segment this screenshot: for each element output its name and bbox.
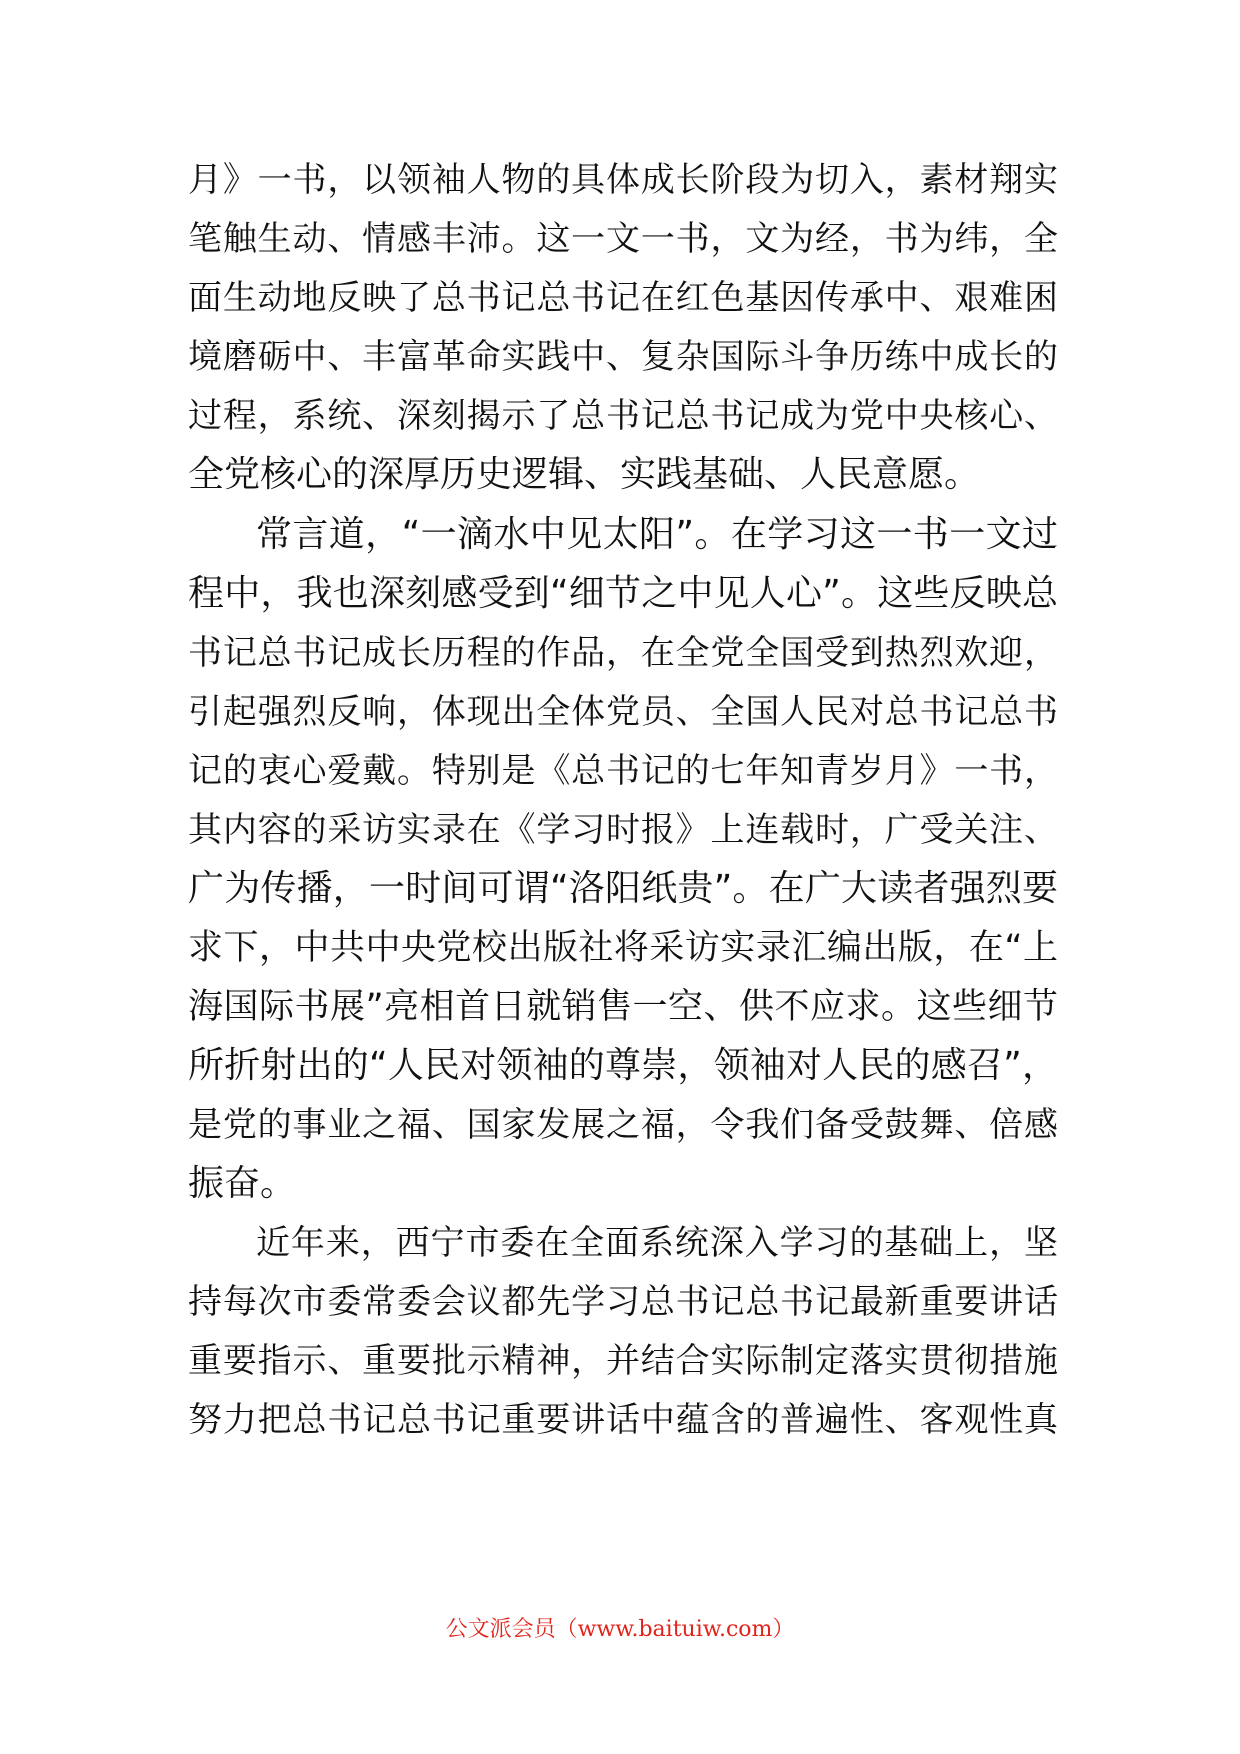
body-line: 海国际书展”亮相首日就销售一空、供不应求。这些细节 bbox=[188, 987, 1058, 1027]
body-line: 所折射出的“人民对领袖的尊崇，领袖对人民的感召”， bbox=[188, 1045, 1058, 1086]
body-line: 引起强烈反响，体现出全体党员、全国人民对总书记总书 bbox=[188, 692, 1058, 732]
body-line: 是党的事业之福、国家发展之福，令我们备受鼓舞、倍感 bbox=[188, 1105, 1058, 1145]
body-line: 持每次市委常委会议都先学习总书记总书记最新重要讲话 bbox=[188, 1282, 1058, 1322]
body-line: 全党核心的深厚历史逻辑、实践基础、人民意愿。 bbox=[188, 454, 981, 495]
body-line: 笔触生动、情感丰沛。这一文一书，文为经，书为纬，全 bbox=[188, 219, 1058, 259]
body-line: 过程，系统、深刻揭示了总书记总书记成为党中央核心、 bbox=[188, 396, 1058, 436]
body-line: 广为传播，一时间可谓“洛阳纸贵”。在广大读者强烈要 bbox=[188, 868, 1058, 909]
body-line: 书记总书记成长历程的作品，在全党全国受到热烈欢迎， bbox=[188, 633, 1058, 673]
body-line: 月》一书，以领袖人物的具体成长阶段为切入，素材翔实 bbox=[188, 160, 1058, 200]
body-line: 重要指示、重要批示精神，并结合实际制定落实贯彻措施 bbox=[188, 1341, 1058, 1381]
footer-watermark: 公文派会员（www.baituiw.com） bbox=[445, 1617, 795, 1642]
body-line: 振奋。 bbox=[188, 1163, 297, 1204]
body-line: 境磨砺中、丰富革命实践中、复杂国际斗争历练中成长的 bbox=[188, 337, 1058, 377]
paragraph-first-line: 近年来，西宁市委在全面系统深入学习的基础上，坚 bbox=[256, 1223, 1058, 1263]
body-line: 其内容的采访实录在《学习时报》上连载时，广受关注、 bbox=[188, 810, 1058, 850]
body-line: 记的衷心爱戴。特别是《总书记的七年知青岁月》一书， bbox=[188, 751, 1058, 791]
body-line: 面生动地反映了总书记总书记在红色基因传承中、艰难困 bbox=[188, 278, 1058, 318]
body-line: 求下，中共中央党校出版社将采访实录汇编出版，在“上 bbox=[188, 928, 1058, 968]
body-line: 努力把总书记总书记重要讲话中蕴含的普遍性、客观性真 bbox=[188, 1400, 1058, 1440]
body-line: 程中，我也深刻感受到“细节之中见人心”。这些反映总 bbox=[188, 573, 1058, 614]
paragraph-first-line: 常言道，“一滴水中见太阳”。在学习这一书一文过 bbox=[256, 514, 1058, 555]
